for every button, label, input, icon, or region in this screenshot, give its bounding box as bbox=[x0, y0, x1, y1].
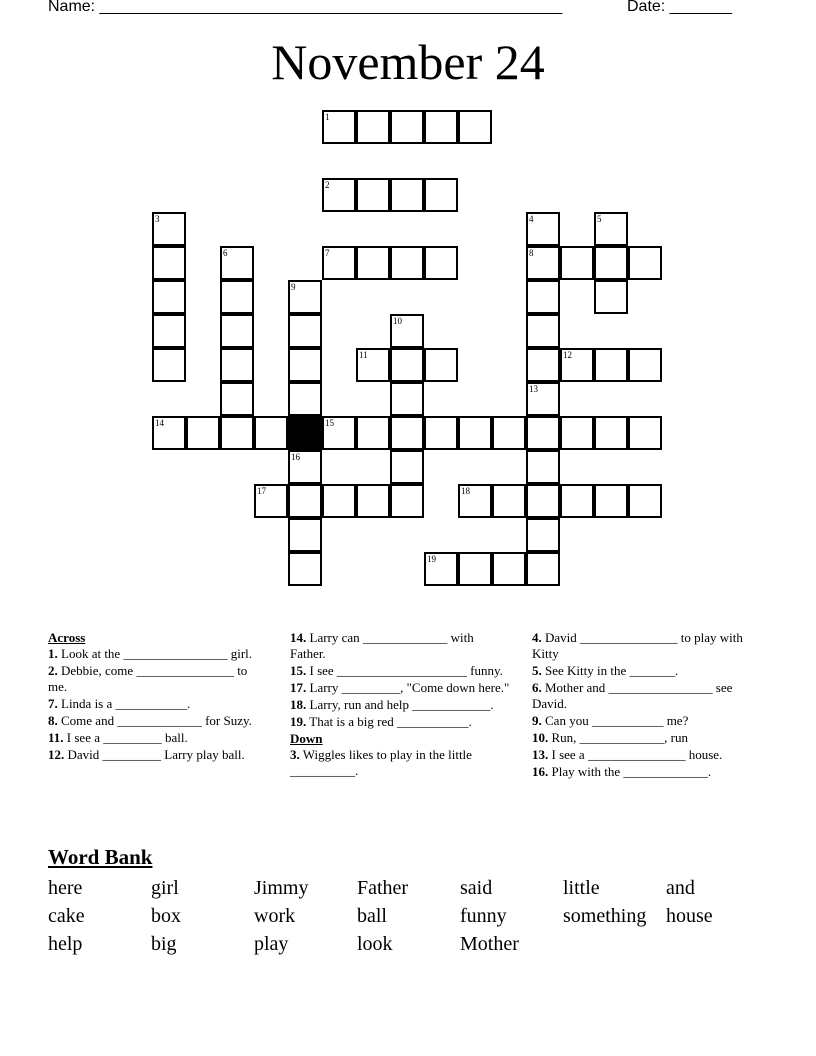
word-bank-title: Word Bank bbox=[48, 845, 153, 869]
crossword-cell[interactable] bbox=[220, 280, 254, 314]
crossword-cell[interactable] bbox=[220, 348, 254, 382]
word-bank-word: and bbox=[666, 877, 695, 899]
crossword-cell[interactable] bbox=[424, 246, 458, 280]
crossword-cell[interactable] bbox=[220, 416, 254, 450]
crossword-cell[interactable] bbox=[390, 178, 424, 212]
crossword-cell[interactable] bbox=[458, 416, 492, 450]
clue-number: 1. bbox=[48, 646, 58, 661]
crossword-cell[interactable] bbox=[526, 314, 560, 348]
crossword-cell[interactable] bbox=[560, 348, 594, 382]
word-bank-word: help bbox=[48, 933, 83, 955]
clue-number: 11. bbox=[48, 730, 64, 745]
clue-number: 12. bbox=[48, 747, 65, 762]
word-bank-word: funny bbox=[460, 905, 507, 927]
cell-number: 10 bbox=[393, 316, 402, 326]
crossword-cell[interactable] bbox=[356, 348, 390, 382]
clue-text: Larry _________, "Come down here." bbox=[306, 680, 510, 695]
word-bank-word: said bbox=[460, 877, 493, 899]
crossword-cell[interactable] bbox=[424, 416, 458, 450]
clue-column-2 bbox=[290, 630, 510, 780]
crossword-cell[interactable] bbox=[322, 246, 356, 280]
crossword-cell[interactable] bbox=[152, 348, 186, 382]
cell-number: 9 bbox=[291, 282, 296, 292]
clue-text: That is a big red ___________. bbox=[306, 714, 472, 729]
clue-text: I see a _______________ house. bbox=[548, 747, 723, 762]
clue-across-7 bbox=[48, 696, 263, 712]
crossword-cell[interactable] bbox=[390, 314, 424, 348]
crossword-cell[interactable] bbox=[220, 246, 254, 280]
clue-text: Come and _____________ for Suzy. bbox=[57, 713, 252, 728]
crossword-cell[interactable] bbox=[322, 484, 356, 518]
clue-across-15 bbox=[290, 663, 510, 679]
crossword-cell[interactable] bbox=[152, 280, 186, 314]
clue-across-11 bbox=[48, 730, 263, 746]
clue-number: 6. bbox=[532, 680, 542, 695]
clue-down-4 bbox=[532, 630, 757, 662]
across-heading: Across bbox=[48, 630, 86, 645]
clue-down-10 bbox=[532, 730, 757, 746]
word-bank-word: girl bbox=[151, 877, 179, 899]
clue-number: 4. bbox=[532, 630, 542, 645]
clue-down-9 bbox=[532, 713, 757, 729]
crossword-cell[interactable] bbox=[288, 484, 322, 518]
crossword-cell[interactable] bbox=[288, 450, 322, 484]
clue-across-1 bbox=[48, 646, 263, 662]
clue-text: David _________ Larry play ball. bbox=[64, 747, 245, 762]
crossword-cell[interactable] bbox=[288, 518, 322, 552]
crossword-cell[interactable] bbox=[458, 110, 492, 144]
clue-number: 9. bbox=[532, 713, 542, 728]
crossword-cell[interactable] bbox=[254, 416, 288, 450]
crossword-cell[interactable] bbox=[560, 416, 594, 450]
crossword-cell[interactable] bbox=[628, 416, 662, 450]
cell-number: 12 bbox=[563, 350, 572, 360]
clue-text: Debbie, come _______________ to me. bbox=[48, 663, 248, 694]
clue-across-14 bbox=[290, 630, 510, 662]
cell-number: 13 bbox=[529, 384, 538, 394]
clue-number: 2. bbox=[48, 663, 58, 678]
crossword-cell[interactable] bbox=[594, 484, 628, 518]
crossword-cell[interactable] bbox=[492, 416, 526, 450]
crossword-cell[interactable] bbox=[152, 416, 186, 450]
word-bank-word: house bbox=[666, 905, 713, 927]
black-square bbox=[288, 416, 322, 450]
word-bank-word: Father bbox=[357, 877, 409, 899]
clue-number: 15. bbox=[290, 663, 307, 678]
crossword-cell[interactable] bbox=[492, 552, 526, 586]
page-title: November 24 bbox=[271, 34, 545, 90]
clue-number: 13. bbox=[532, 747, 549, 762]
crossword-cell[interactable] bbox=[628, 348, 662, 382]
crossword-cell[interactable] bbox=[186, 416, 220, 450]
clue-text: I see a _________ ball. bbox=[63, 730, 188, 745]
word-bank-word: ball bbox=[357, 905, 387, 927]
crossword-cell[interactable] bbox=[594, 348, 628, 382]
crossword-cell[interactable] bbox=[526, 348, 560, 382]
down-heading: Down bbox=[290, 731, 323, 746]
crossword-cell[interactable] bbox=[390, 348, 424, 382]
crossword-cell[interactable] bbox=[628, 484, 662, 518]
clue-down-5 bbox=[532, 663, 757, 679]
date-field[interactable]: Date: _______ bbox=[627, 0, 732, 15]
clue-column-1 bbox=[48, 630, 263, 764]
clue-text: Run, _____________, run bbox=[548, 730, 688, 745]
clue-across-19 bbox=[290, 714, 510, 730]
crossword-cell[interactable] bbox=[356, 178, 390, 212]
clue-text: Mother and ________________ see David. bbox=[532, 680, 733, 711]
clue-across-8 bbox=[48, 713, 263, 729]
cell-number: 14 bbox=[155, 418, 164, 428]
clue-column-3 bbox=[532, 630, 757, 781]
clue-text: Linda is a ___________. bbox=[57, 696, 191, 711]
cell-number: 18 bbox=[461, 486, 470, 496]
cell-number: 16 bbox=[291, 452, 300, 462]
word-bank bbox=[48, 874, 768, 958]
clue-number: 17. bbox=[290, 680, 307, 695]
clue-across-2 bbox=[48, 663, 263, 695]
crossword-cell[interactable] bbox=[288, 348, 322, 382]
crossword-cell[interactable] bbox=[390, 246, 424, 280]
crossword-cell[interactable] bbox=[356, 484, 390, 518]
crossword-cell[interactable] bbox=[594, 416, 628, 450]
cell-number: 5 bbox=[597, 214, 602, 224]
cell-number: 3 bbox=[155, 214, 160, 224]
clue-text: Wiggles likes to play in the little __________. bbox=[290, 747, 472, 778]
cell-number: 1 bbox=[325, 112, 330, 122]
clue-across-12 bbox=[48, 747, 263, 763]
clue-number: 3. bbox=[290, 747, 300, 762]
cell-number: 7 bbox=[325, 248, 330, 258]
word-bank-word: cake bbox=[48, 905, 85, 927]
clue-number: 18. bbox=[290, 697, 307, 712]
crossword-cell[interactable] bbox=[288, 280, 322, 314]
crossword-cell[interactable] bbox=[492, 484, 526, 518]
crossword-cell[interactable] bbox=[628, 246, 662, 280]
word-bank-word: little bbox=[563, 877, 600, 899]
name-field[interactable]: Name: ____________________________________________________ bbox=[48, 0, 563, 15]
cell-number: 11 bbox=[359, 350, 368, 360]
word-bank-word: box bbox=[151, 905, 181, 927]
crossword-cell[interactable] bbox=[526, 484, 560, 518]
crossword-cell[interactable] bbox=[458, 552, 492, 586]
crossword-cell[interactable] bbox=[390, 110, 424, 144]
crossword-cell[interactable] bbox=[356, 246, 390, 280]
crossword-cell[interactable] bbox=[152, 212, 186, 246]
crossword-cell[interactable] bbox=[390, 484, 424, 518]
clue-text: Can you ___________ me? bbox=[541, 713, 689, 728]
word-bank-word: something bbox=[563, 905, 647, 927]
cell-number: 15 bbox=[325, 418, 334, 428]
word-bank-word: Jimmy bbox=[254, 877, 309, 899]
clue-number: 16. bbox=[532, 764, 549, 779]
word-bank-word: look bbox=[357, 933, 393, 955]
word-bank-word: Mother bbox=[460, 933, 519, 955]
crossword-cell[interactable] bbox=[526, 382, 560, 416]
crossword-cell[interactable] bbox=[526, 518, 560, 552]
word-bank-word: big bbox=[151, 933, 177, 955]
clue-number: 19. bbox=[290, 714, 307, 729]
clue-text: Play with the _____________. bbox=[548, 764, 712, 779]
clue-number: 10. bbox=[532, 730, 549, 745]
clue-across-17 bbox=[290, 680, 510, 696]
crossword-cell[interactable] bbox=[152, 246, 186, 280]
crossword-cell[interactable] bbox=[594, 280, 628, 314]
clue-number: 7. bbox=[48, 696, 58, 711]
clue-text: Larry, run and help ____________. bbox=[306, 697, 494, 712]
cell-number: 4 bbox=[529, 214, 534, 224]
crossword-cell[interactable] bbox=[356, 416, 390, 450]
crossword-cell[interactable] bbox=[322, 110, 356, 144]
crossword-cell[interactable] bbox=[526, 416, 560, 450]
cell-number: 6 bbox=[223, 248, 228, 258]
crossword-cell[interactable] bbox=[424, 552, 458, 586]
word-bank-word: play bbox=[254, 933, 289, 955]
crossword-cell[interactable] bbox=[560, 484, 594, 518]
crossword-cell[interactable] bbox=[152, 314, 186, 348]
crossword-cell[interactable] bbox=[458, 484, 492, 518]
clue-text: I see ____________________ funny. bbox=[306, 663, 503, 678]
clue-number: 5. bbox=[532, 663, 542, 678]
crossword-cell[interactable] bbox=[526, 450, 560, 484]
crossword-cell[interactable] bbox=[390, 416, 424, 450]
crossword-cell[interactable] bbox=[220, 382, 254, 416]
crossword-cell[interactable] bbox=[526, 280, 560, 314]
clue-number: 8. bbox=[48, 713, 58, 728]
crossword-cell[interactable] bbox=[322, 178, 356, 212]
crossword-cell[interactable] bbox=[288, 314, 322, 348]
crossword-cell[interactable] bbox=[288, 552, 322, 586]
clue-down-13 bbox=[532, 747, 757, 763]
clue-text: David _______________ to play with Kitty bbox=[532, 630, 743, 661]
cell-number: 2 bbox=[325, 180, 330, 190]
clue-down-6 bbox=[532, 680, 757, 712]
crossword-cell[interactable] bbox=[390, 382, 424, 416]
crossword-cell[interactable] bbox=[560, 246, 594, 280]
clue-down-16 bbox=[532, 764, 757, 780]
crossword-cell[interactable] bbox=[322, 416, 356, 450]
crossword-cell[interactable] bbox=[254, 484, 288, 518]
cell-number: 8 bbox=[529, 248, 534, 258]
clue-text: Larry can _____________ with Father. bbox=[290, 630, 474, 661]
crossword-cell[interactable] bbox=[526, 246, 560, 280]
crossword-cell[interactable] bbox=[424, 110, 458, 144]
crossword-cell[interactable] bbox=[594, 246, 628, 280]
crossword-cell[interactable] bbox=[424, 348, 458, 382]
clue-number: 14. bbox=[290, 630, 307, 645]
crossword-cell[interactable] bbox=[526, 552, 560, 586]
word-bank-word: work bbox=[254, 905, 296, 927]
clue-text: See Kitty in the _______. bbox=[541, 663, 679, 678]
word-bank-word: here bbox=[48, 877, 83, 899]
clue-across-18 bbox=[290, 697, 510, 713]
crossword-cell[interactable] bbox=[220, 314, 254, 348]
cell-number: 17 bbox=[257, 486, 266, 496]
clue-down-3 bbox=[290, 747, 510, 779]
crossword-cell[interactable] bbox=[526, 212, 560, 246]
clue-text: Look at the ________________ girl. bbox=[57, 646, 253, 661]
crossword-cell[interactable] bbox=[288, 382, 322, 416]
crossword-cell[interactable] bbox=[594, 212, 628, 246]
crossword-cell[interactable] bbox=[356, 110, 390, 144]
crossword-cell[interactable] bbox=[424, 178, 458, 212]
crossword-cell[interactable] bbox=[390, 450, 424, 484]
cell-number: 19 bbox=[427, 554, 436, 564]
